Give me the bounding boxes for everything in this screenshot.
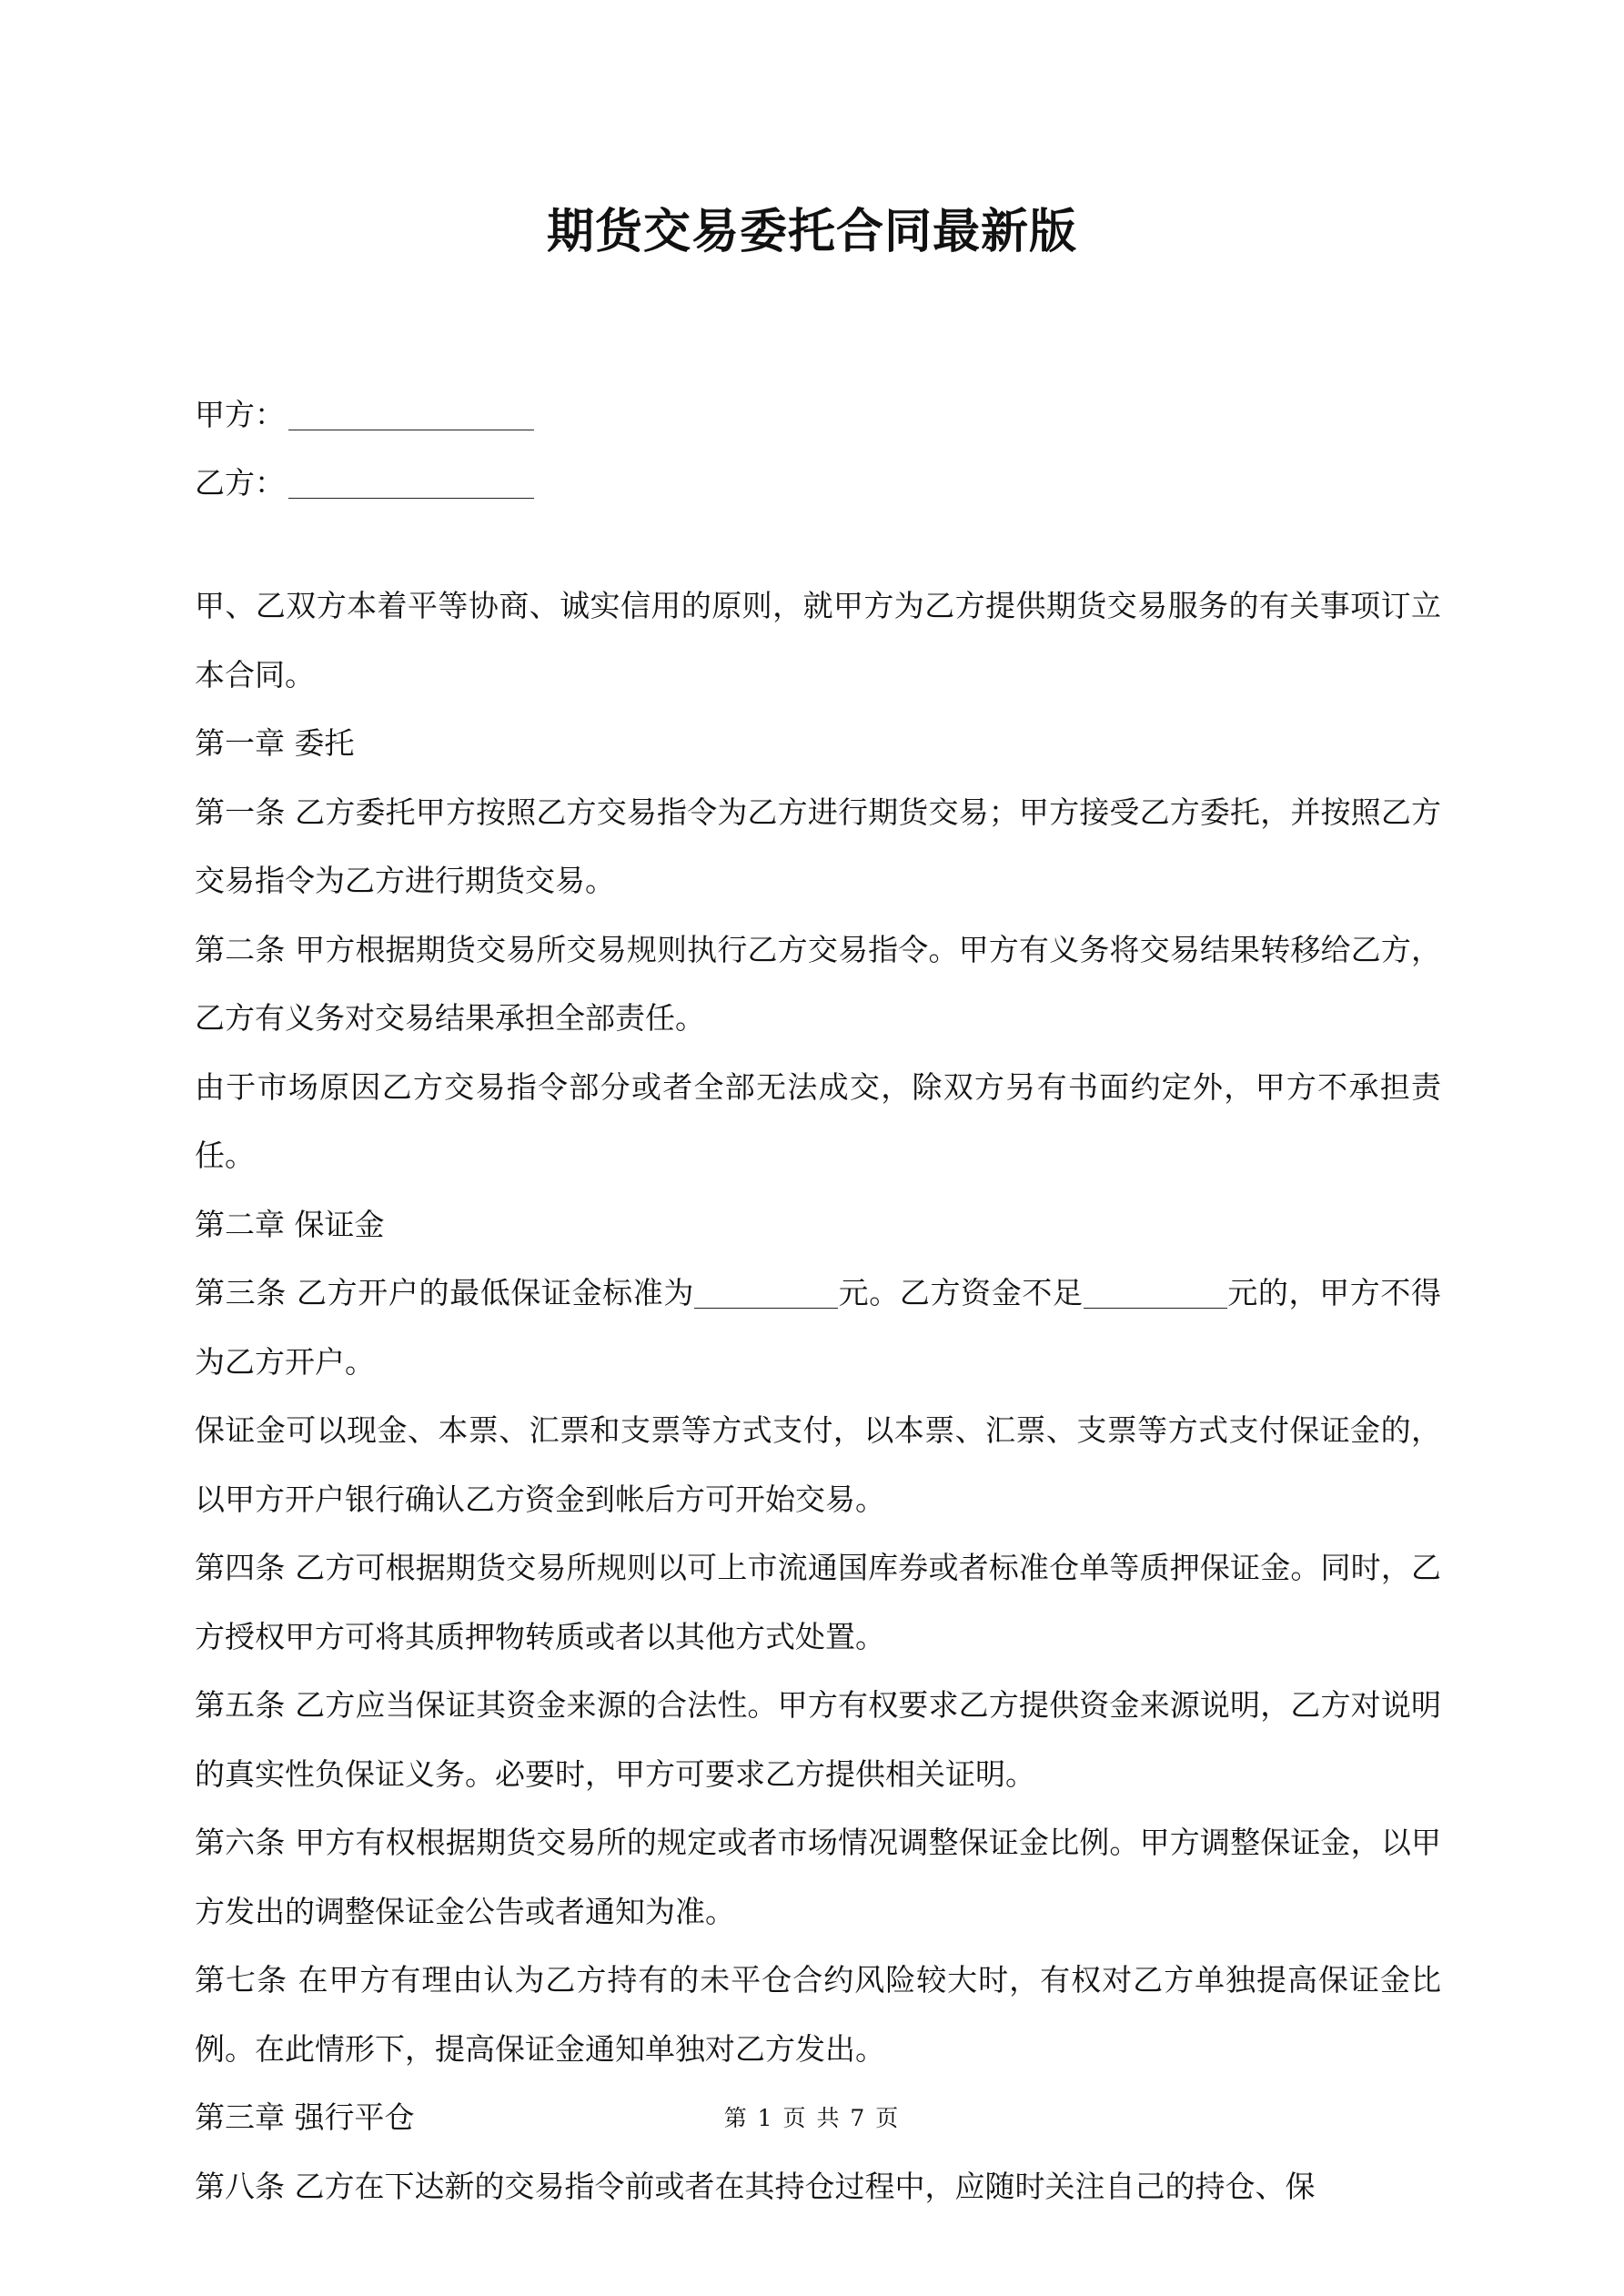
article-6-paragraph: 第六条 甲方有权根据期货交易所的规定或者市场情况调整保证金比例。甲方调整保证金，以甲方发出的调整保证金公告或者通知为准。 — [195, 1825, 1441, 1929]
insufficient-funds-blank — [1084, 1277, 1227, 1309]
party-b-blank — [288, 467, 534, 499]
article-2-paragraph: 第二条 甲方根据期货交易所交易规则执行乙方交易指令。甲方有义务将交易结果转移给乙方，乙方有义务对交易结果承担全部责任。 — [195, 931, 1441, 1036]
article-5-paragraph: 第五条 乙方应当保证其资金来源的合法性。甲方有权要求乙方提供资金来源说明，乙方对说明的真实性负保证义务。必要时，甲方可要求乙方提供相关证明。 — [195, 1687, 1441, 1792]
party-a-blank — [288, 399, 534, 430]
chapter-2-heading: 第二章 保证金 — [195, 1206, 385, 1242]
market-reason-paragraph: 由于市场原因乙方交易指令部分或者全部无法成交，除双方另有书面约定外，甲方不承担责任。 — [195, 1068, 1441, 1173]
deposit-payment-paragraph: 保证金可以现金、本票、汇票和支票等方式支付，以本票、汇票、支票等方式支付保证金的，以甲方开户银行确认乙方资金到帐后方可开始交易。 — [195, 1412, 1441, 1517]
parties-block — [195, 380, 1441, 517]
party-b-label: 乙方： — [195, 465, 285, 501]
document-title: 期货交易委托合同最新版 — [546, 204, 1077, 259]
preamble-paragraph: 甲、乙双方本着平等协商、诚实信用的原则，就甲方为乙方提供期货交易服务的有关事项订立本合同。 — [195, 588, 1441, 693]
party-a-label: 甲方： — [195, 397, 285, 432]
article-1-paragraph: 第一条 乙方委托甲方按照乙方交易指令为乙方进行期货交易；甲方接受乙方委托，并按照乙方交易指令为乙方进行期货交易。 — [195, 794, 1441, 898]
min-deposit-blank — [694, 1277, 838, 1309]
article-7-paragraph: 第七条 在甲方有理由认为乙方持有的未平仓合约风险较大时，有权对乙方单独提高保证金比例。在此情形下，提高保证金通知单独对乙方发出。 — [195, 1962, 1441, 2067]
article-4-paragraph: 第四条 乙方可根据期货交易所规则以可上市流通国库券或者标准仓单等质押保证金。同时，乙方授权甲方可将其质押物转质或者以其他方式处置。 — [195, 1550, 1441, 1654]
article-3-paragraph — [195, 1259, 1441, 1396]
article-3-text-2: 元。乙方资金不足 — [838, 1275, 1084, 1310]
contract-body — [195, 571, 1441, 2220]
party-b-line — [195, 449, 1441, 517]
page-footer: 第 1 页 共 7 页 — [723, 2105, 901, 2131]
article-3-text-1: 第三条 乙方开户的最低保证金标准为 — [195, 1275, 695, 1310]
chapter-1-heading: 第一章 委托 — [195, 725, 355, 761]
article-8-paragraph: 第八条 乙方在下达新的交易指令前或者在其持仓过程中，应随时关注自己的持仓、保 — [195, 2168, 1316, 2204]
chapter-3-heading: 第三章 强行平仓 — [195, 2099, 415, 2135]
article-3-text-3: 元的，甲方不得为乙方开户。 — [195, 1275, 1442, 1380]
party-a-line — [195, 380, 1441, 449]
